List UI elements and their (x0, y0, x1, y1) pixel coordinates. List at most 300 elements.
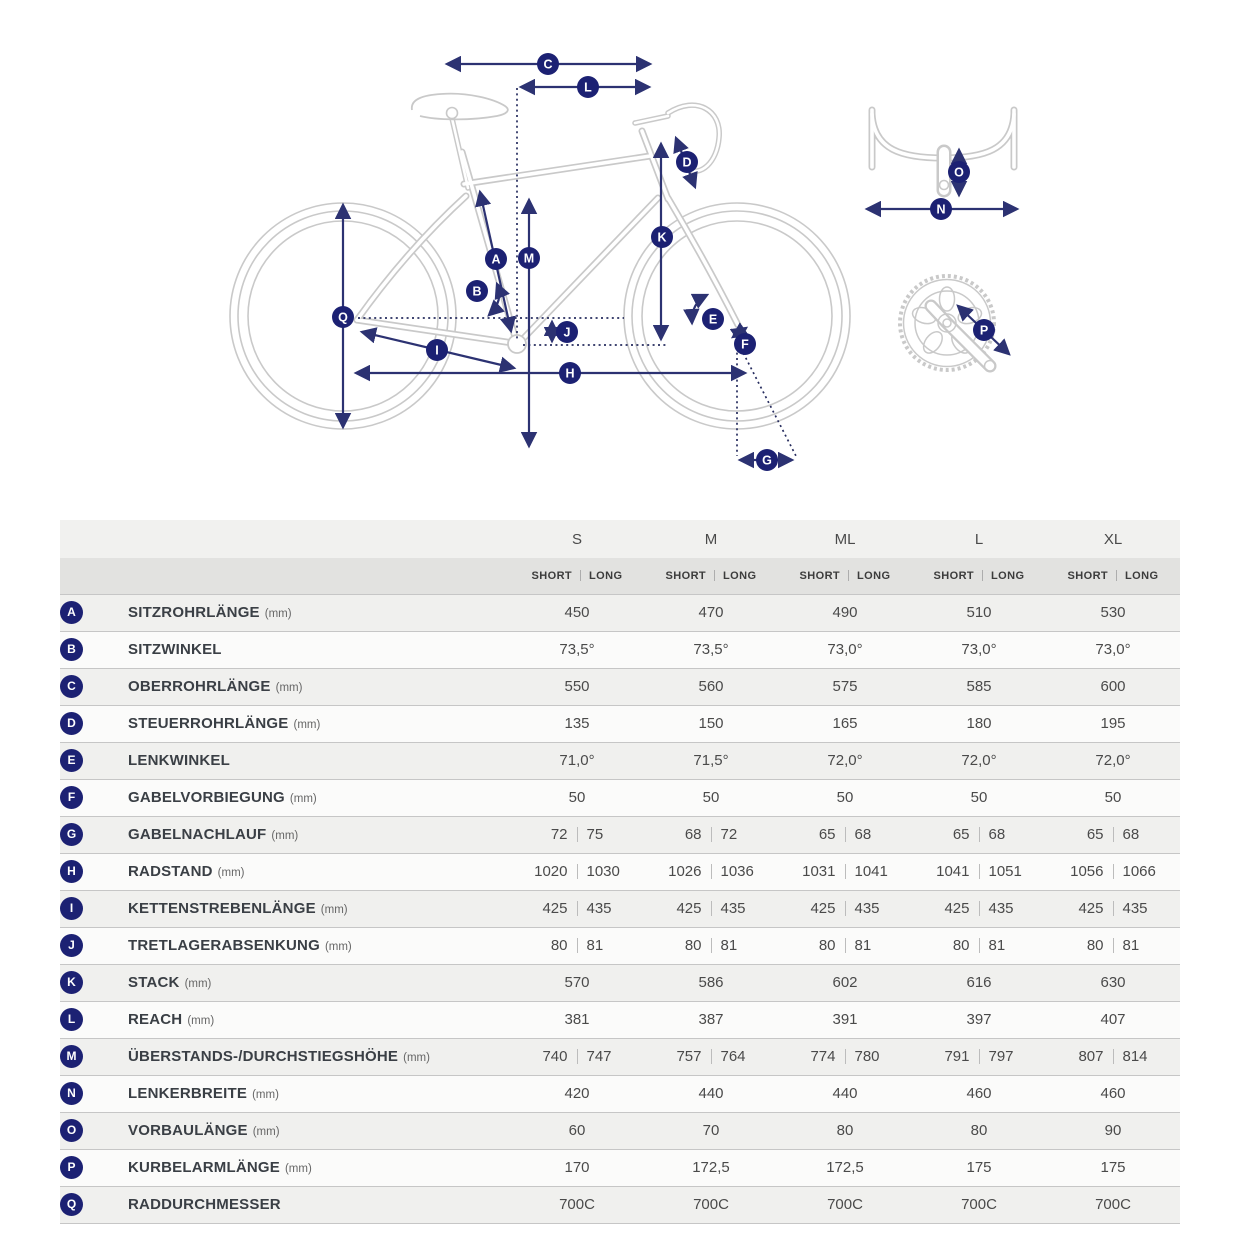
value-short: 1026 (668, 863, 702, 880)
value-long: 81 (720, 937, 738, 954)
geometry-value-cell (644, 1038, 778, 1075)
svg-text:A: A (491, 252, 501, 267)
geometry-value-cell (778, 1038, 912, 1075)
geometry-value-cell (912, 816, 1046, 853)
geometry-value-cell (1046, 742, 1180, 779)
geometry-value-cell (778, 890, 912, 927)
geometry-value-cell (510, 1075, 644, 1112)
geometry-value-cell (912, 779, 1046, 816)
measure-label: LENKWINKEL (128, 752, 230, 769)
table-row (60, 594, 1180, 631)
table-row (60, 668, 1180, 705)
diagram-badge-b (466, 280, 488, 302)
subheader-long: LONG (589, 569, 623, 582)
value: 470 (698, 604, 724, 621)
value: 407 (1100, 1011, 1126, 1028)
value-long: 81 (854, 937, 872, 954)
value: 440 (832, 1085, 858, 1102)
geometry-value-cell (510, 742, 644, 779)
value-long: 435 (720, 900, 746, 917)
measure-label: RADDURCHMESSER (128, 1196, 281, 1213)
measure-label-cell (60, 1186, 510, 1223)
measure-unit: (mm) (252, 1125, 280, 1138)
measure-unit: (mm) (271, 829, 299, 842)
measure-label-cell (60, 779, 510, 816)
value: 570 (564, 974, 590, 991)
svg-text:M: M (523, 251, 535, 266)
value-long: 435 (854, 900, 880, 917)
value-long: 81 (1122, 937, 1140, 954)
size-label: M (704, 530, 718, 548)
geometry-value-cell (778, 853, 912, 890)
table-row (60, 816, 1180, 853)
diagram-badge-f (734, 333, 756, 355)
subheader-divider (714, 570, 715, 581)
measure-label: STACK (128, 974, 180, 991)
geometry-value-cell (778, 779, 912, 816)
geometry-value-cell (644, 1001, 778, 1038)
geometry-value-cell (1046, 668, 1180, 705)
value: 397 (966, 1011, 992, 1028)
measure-badge: A (60, 601, 83, 624)
measure-unit: (mm) (293, 718, 321, 731)
value: 80 (970, 1122, 988, 1139)
subheader-row (60, 558, 1180, 594)
geometry-value-cell (510, 1001, 644, 1038)
size-header-ml (778, 520, 912, 558)
measure-unit: (mm) (187, 1014, 215, 1027)
subheader-long: LONG (991, 569, 1025, 582)
geometry-value-cell (1046, 816, 1180, 853)
measure-label: LENKERBREITE (128, 1085, 248, 1102)
value: 586 (698, 974, 724, 991)
geometry-value-cell (1046, 1075, 1180, 1112)
measure-label-cell (60, 1075, 510, 1112)
geometry-value-cell (912, 1186, 1046, 1223)
svg-text:L: L (584, 80, 592, 95)
geometry-value-cell (778, 1001, 912, 1038)
geometry-value-cell (510, 927, 644, 964)
size-header-s (510, 520, 644, 558)
measure-label-cell (60, 594, 510, 631)
value: 530 (1100, 604, 1126, 621)
value: 71,5° (693, 752, 729, 769)
measure-badge: I (60, 897, 83, 920)
value: 460 (1100, 1085, 1126, 1102)
geometry-value-cell (912, 594, 1046, 631)
subheader-divider (848, 570, 849, 581)
geometry-value-cell (644, 853, 778, 890)
measure-label: REACH (128, 1011, 183, 1028)
value: 72,0° (961, 752, 997, 769)
value-short: 757 (676, 1048, 702, 1065)
value: 73,0° (1095, 641, 1131, 658)
geometry-value-cell (1046, 705, 1180, 742)
value-long: 764 (720, 1048, 746, 1065)
value: 50 (702, 789, 720, 806)
measure-badge: D (60, 712, 83, 735)
seatpost-clamp (447, 108, 458, 119)
value-short: 80 (952, 937, 970, 954)
size-header-xl (1046, 520, 1180, 558)
geometry-value-cell (644, 1186, 778, 1223)
value-short: 425 (810, 900, 836, 917)
geometry-value-cell (778, 964, 912, 1001)
value: 73,5° (693, 641, 729, 658)
geometry-value-cell (912, 1075, 1046, 1112)
svg-text:Q: Q (338, 310, 348, 325)
subheader-long: LONG (1125, 569, 1159, 582)
geometry-value-cell (644, 1149, 778, 1186)
diagram-badge-d (676, 151, 698, 173)
table-row (60, 1075, 1180, 1112)
geometry-value-cell (644, 742, 778, 779)
geometry-value-cell (510, 1149, 644, 1186)
value: 700C (961, 1196, 997, 1213)
measure-label: SITZWINKEL (128, 641, 222, 658)
value: 72,0° (827, 752, 863, 769)
geometry-table-body (60, 594, 1180, 1223)
geometry-value-cell (1046, 890, 1180, 927)
measure-badge: Q (60, 1193, 83, 1216)
geometry-value-cell (778, 631, 912, 668)
value: 73,5° (559, 641, 595, 658)
value-long: 435 (988, 900, 1014, 917)
svg-text:B: B (472, 284, 482, 299)
value-short: 1031 (802, 863, 836, 880)
subheader-divider (982, 570, 983, 581)
geometry-value-cell (912, 705, 1046, 742)
svg-text:K: K (657, 230, 667, 245)
measure-badge: H (60, 860, 83, 883)
geometry-value-cell (1046, 927, 1180, 964)
value-short: 68 (684, 826, 702, 843)
size-header-l (912, 520, 1046, 558)
value-long: 814 (1122, 1048, 1148, 1065)
geometry-value-cell (912, 927, 1046, 964)
geometry-value-cell (778, 594, 912, 631)
value: 172,5 (826, 1159, 864, 1176)
geometry-value-cell (778, 816, 912, 853)
measure-badge: B (60, 638, 83, 661)
geometry-value-cell (644, 927, 778, 964)
value-long: 1030 (586, 863, 620, 880)
value: 175 (1100, 1159, 1126, 1176)
measure-badge: F (60, 786, 83, 809)
geometry-value-cell (912, 964, 1046, 1001)
measure-unit: (mm) (289, 792, 317, 805)
value: 71,0° (559, 752, 595, 769)
geometry-value-cell (510, 705, 644, 742)
measure-label: ÜBERSTANDS-/DURCHSTIEGSHÖHE (128, 1048, 399, 1065)
subheader-cell (1046, 558, 1180, 594)
diagram-badge-k (651, 226, 673, 248)
measure-unit: (mm) (403, 1051, 430, 1064)
value-long: 75 (586, 826, 604, 843)
value-long: 72 (720, 826, 738, 843)
measure-badge: K (60, 971, 83, 994)
geometry-value-cell (778, 705, 912, 742)
value-long: 68 (1122, 826, 1140, 843)
value: 700C (693, 1196, 729, 1213)
value-long: 1041 (854, 863, 888, 880)
subheader-short: SHORT (933, 569, 975, 582)
geometry-value-cell (1046, 964, 1180, 1001)
geometry-value-cell (778, 668, 912, 705)
geometry-value-cell (778, 1186, 912, 1223)
value-short: 80 (684, 937, 702, 954)
diagram-badge-a (485, 248, 507, 270)
measure-unit: (mm) (320, 903, 348, 916)
measure-unit: (mm) (217, 866, 245, 879)
geometry-value-cell (1046, 779, 1180, 816)
value: 195 (1100, 715, 1126, 732)
saddle (412, 94, 508, 120)
measure-label-cell (60, 742, 510, 779)
value: 575 (832, 678, 858, 695)
diagram-badge-g (756, 449, 778, 471)
measure-badge: G (60, 823, 83, 846)
value: 135 (564, 715, 590, 732)
geometry-value-cell (912, 631, 1046, 668)
value-long: 68 (988, 826, 1006, 843)
geometry-value-cell (644, 705, 778, 742)
geometry-value-cell (778, 742, 912, 779)
table-row (60, 1001, 1180, 1038)
value-short: 791 (944, 1048, 970, 1065)
geometry-value-cell (1046, 1001, 1180, 1038)
value-short: 72 (550, 826, 568, 843)
size-header-row (60, 520, 1180, 558)
geometry-value-cell (778, 1112, 912, 1149)
value-long: 68 (854, 826, 872, 843)
size-label: ML (834, 530, 856, 548)
table-row (60, 1149, 1180, 1186)
geometry-value-cell (778, 1075, 912, 1112)
value-short: 80 (1086, 937, 1104, 954)
value: 450 (564, 604, 590, 621)
value: 490 (832, 604, 858, 621)
value-short: 807 (1078, 1048, 1104, 1065)
value: 460 (966, 1085, 992, 1102)
measure-badge: O (60, 1119, 83, 1142)
subheader-cell (644, 558, 778, 594)
value-short: 425 (944, 900, 970, 917)
value: 70 (702, 1122, 720, 1139)
measure-label-cell (60, 853, 510, 890)
value: 50 (836, 789, 854, 806)
value: 550 (564, 678, 590, 695)
diagram-badge-n (930, 198, 952, 220)
value-long: 435 (1122, 900, 1148, 917)
value: 600 (1100, 678, 1126, 695)
value-long: 1036 (720, 863, 754, 880)
value: 700C (827, 1196, 863, 1213)
svg-text:J: J (563, 325, 571, 340)
geometry-value-cell (644, 890, 778, 927)
measure-badge: J (60, 934, 83, 957)
size-label: XL (1103, 530, 1123, 548)
measure-label: TRETLAGERABSENKUNG (128, 937, 320, 954)
geometry-value-cell (912, 1038, 1046, 1075)
geometry-value-cell (1046, 1186, 1180, 1223)
table-row (60, 1038, 1180, 1075)
subheader-divider (580, 570, 581, 581)
measure-badge: L (60, 1008, 83, 1031)
geometry-table (60, 520, 1180, 1224)
diagram-badge-o (948, 161, 970, 183)
value: 700C (1095, 1196, 1131, 1213)
value-short: 65 (1086, 826, 1104, 843)
diagram-badge-l (577, 76, 599, 98)
diagram-badge-e (702, 308, 724, 330)
geometry-value-cell (644, 964, 778, 1001)
measure-unit: (mm) (284, 1162, 312, 1175)
geometry-value-cell (1046, 1112, 1180, 1149)
measure-label: RADSTAND (128, 863, 213, 880)
subheader-short: SHORT (799, 569, 841, 582)
subheader-cell (912, 558, 1046, 594)
value-long: 81 (988, 937, 1006, 954)
geometry-value-cell (644, 816, 778, 853)
diagram-badge-h (559, 362, 581, 384)
subheader-cell (778, 558, 912, 594)
table-row (60, 742, 1180, 779)
size-label: S (571, 530, 582, 548)
svg-text:G: G (762, 453, 772, 468)
diagram-badge-q (332, 306, 354, 328)
svg-text:D: D (682, 155, 692, 170)
value-short: 80 (818, 937, 836, 954)
value: 80 (836, 1122, 854, 1139)
table-row (60, 631, 1180, 668)
value-long: 81 (586, 937, 604, 954)
value: 180 (966, 715, 992, 732)
geometry-value-cell (510, 631, 644, 668)
value: 420 (564, 1085, 590, 1102)
geometry-value-cell (912, 890, 1046, 927)
geometry-value-cell (644, 631, 778, 668)
value: 602 (832, 974, 858, 991)
table-row (60, 890, 1180, 927)
geometry-value-cell (510, 1186, 644, 1223)
measure-label: KURBELARMLÄNGE (128, 1159, 280, 1176)
measure-label-cell (60, 1149, 510, 1186)
value-long: 780 (854, 1048, 880, 1065)
measure-label-cell (60, 927, 510, 964)
value: 510 (966, 604, 992, 621)
measure-unit: (mm) (324, 940, 352, 953)
subheader-short: SHORT (665, 569, 707, 582)
measure-label-cell (60, 890, 510, 927)
geometry-value-cell (912, 668, 1046, 705)
measure-unit: (mm) (264, 607, 292, 620)
geometry-value-cell (1046, 853, 1180, 890)
measure-badge: C (60, 675, 83, 698)
value-long: 435 (586, 900, 612, 917)
geometry-value-cell (1046, 1038, 1180, 1075)
value: 172,5 (692, 1159, 730, 1176)
handlebar-top-view (872, 110, 1014, 190)
measure-label-cell (60, 668, 510, 705)
value: 387 (698, 1011, 724, 1028)
geometry-value-cell (1046, 594, 1180, 631)
svg-text:F: F (741, 337, 749, 352)
value-short: 1041 (936, 863, 970, 880)
measure-unit: (mm) (275, 681, 303, 694)
value: 73,0° (961, 641, 997, 658)
geometry-value-cell (510, 853, 644, 890)
value: 630 (1100, 974, 1126, 991)
value-short: 774 (810, 1048, 836, 1065)
svg-text:E: E (708, 312, 718, 327)
geometry-value-cell (510, 594, 644, 631)
value: 175 (966, 1159, 992, 1176)
size-header-m (644, 520, 778, 558)
value: 616 (966, 974, 992, 991)
value: 72,0° (1095, 752, 1131, 769)
geometry-value-cell (510, 1112, 644, 1149)
measure-label-cell (60, 705, 510, 742)
value: 50 (568, 789, 586, 806)
diagram-badge-c (537, 53, 559, 75)
geometry-value-cell (1046, 631, 1180, 668)
subheader-short: SHORT (1067, 569, 1109, 582)
value-short: 425 (676, 900, 702, 917)
measure-label-cell (60, 631, 510, 668)
subheader-long: LONG (857, 569, 891, 582)
measure-label-cell (60, 1112, 510, 1149)
geometry-value-cell (510, 964, 644, 1001)
measure-unit: (mm) (184, 977, 212, 990)
value: 700C (559, 1196, 595, 1213)
value: 50 (1104, 789, 1122, 806)
measure-label: OBERROHRLÄNGE (128, 678, 271, 695)
measure-unit: (mm) (252, 1088, 279, 1101)
value: 391 (832, 1011, 858, 1028)
subheader-divider (1116, 570, 1117, 581)
value-short: 80 (550, 937, 568, 954)
measure-badge: E (60, 749, 83, 772)
value: 73,0° (827, 641, 863, 658)
measure-label: VORBAULÄNGE (128, 1122, 248, 1139)
measure-badge: N (60, 1082, 83, 1105)
value-short: 1056 (1070, 863, 1104, 880)
geometry-value-cell (644, 668, 778, 705)
measure-label: GABELVORBIEGUNG (128, 789, 285, 806)
value-short: 425 (542, 900, 568, 917)
geometry-value-cell (912, 853, 1046, 890)
measure-label: KETTENSTREBENLÄNGE (128, 900, 316, 917)
geometry-value-cell (644, 779, 778, 816)
measure-label: GABELNACHLAUF (128, 826, 267, 843)
value: 50 (970, 789, 988, 806)
subheader-short: SHORT (531, 569, 573, 582)
svg-text:P: P (979, 323, 989, 338)
table-row (60, 705, 1180, 742)
value: 90 (1104, 1122, 1122, 1139)
geometry-value-cell (510, 668, 644, 705)
measure-label: STEUERROHRLÄNGE (128, 715, 289, 732)
table-row (60, 1112, 1180, 1149)
svg-text:H: H (565, 366, 575, 381)
value: 381 (564, 1011, 590, 1028)
geometry-value-cell (510, 816, 644, 853)
geometry-value-cell (644, 594, 778, 631)
value: 165 (832, 715, 858, 732)
value-long: 1066 (1122, 863, 1156, 880)
value-long: 747 (586, 1048, 612, 1065)
